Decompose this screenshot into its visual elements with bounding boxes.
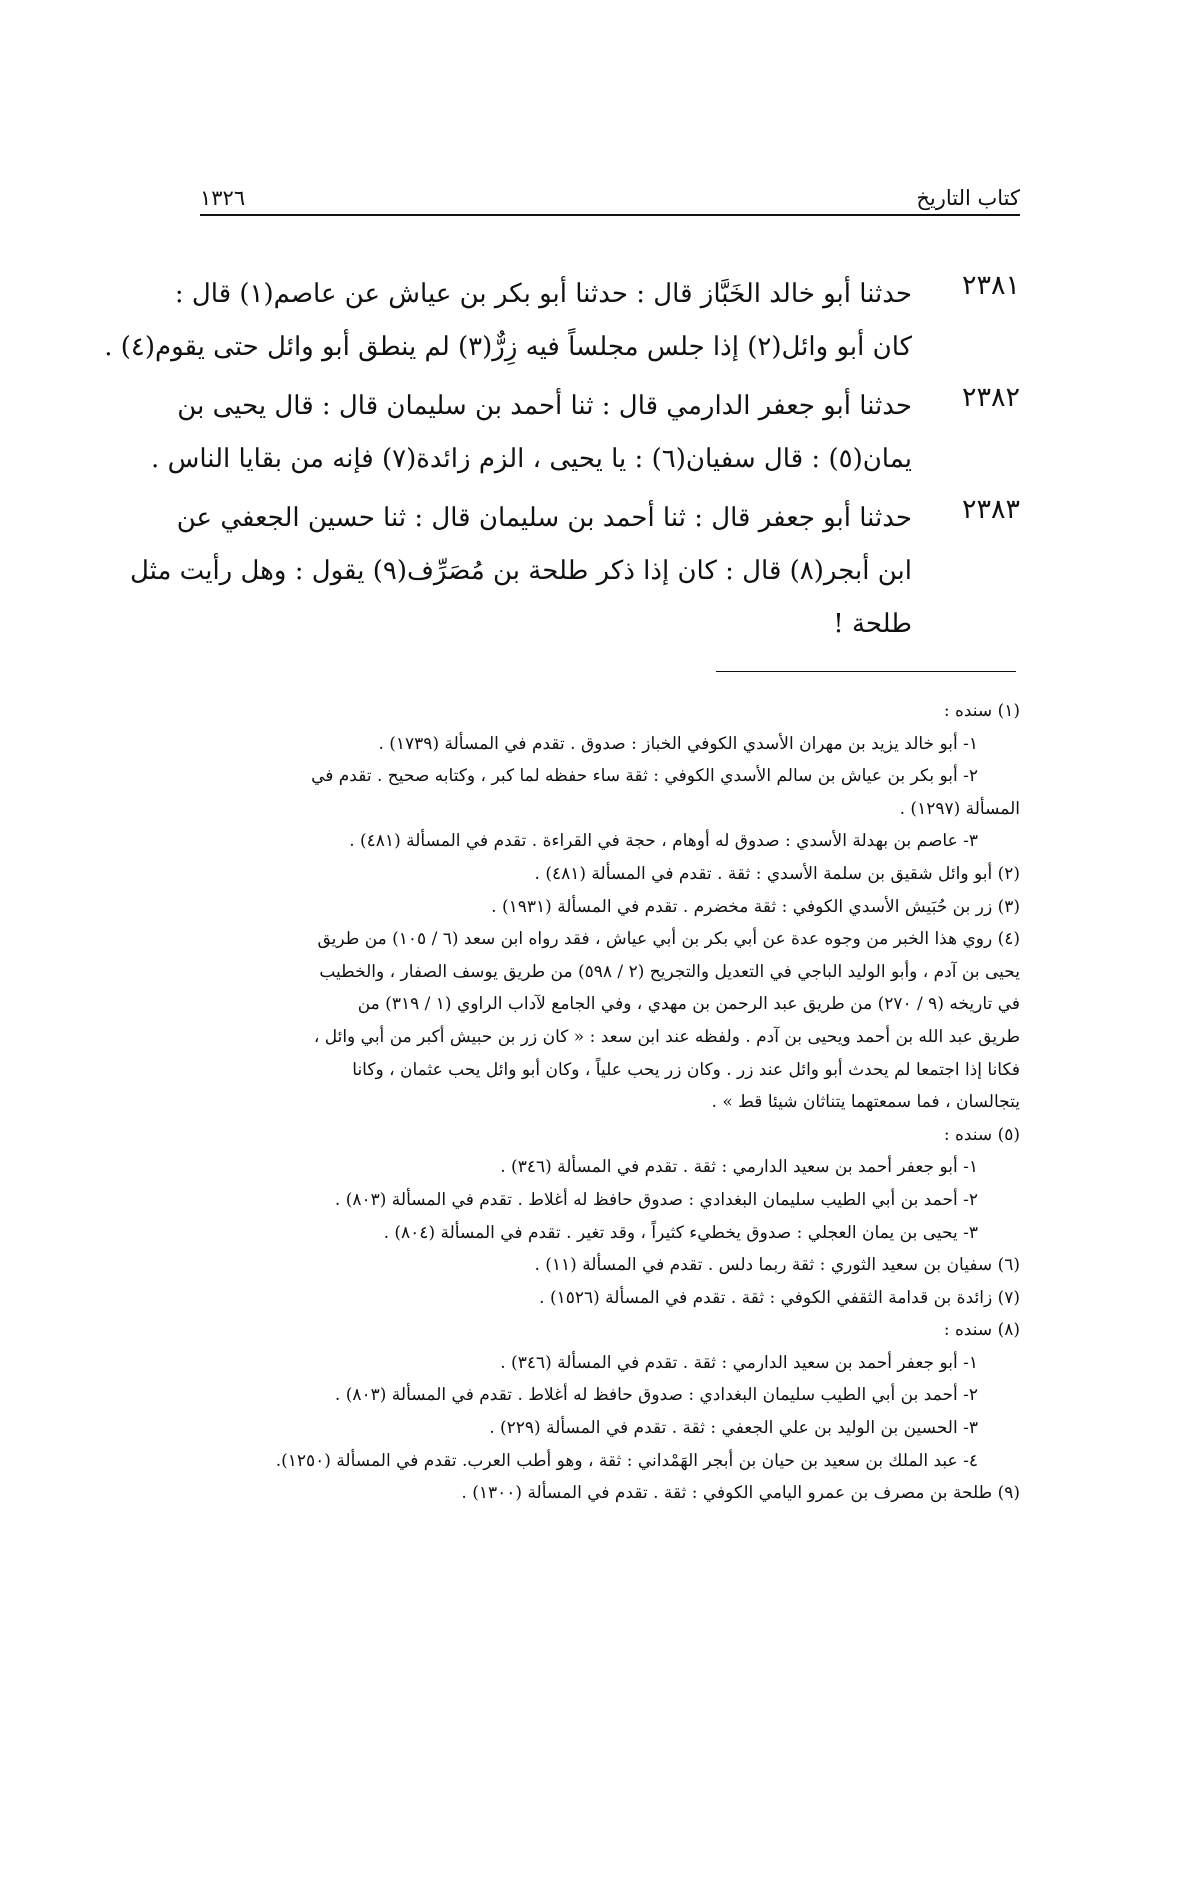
entry-line: طلحة ! bbox=[833, 609, 912, 639]
entry-2382 bbox=[151, 380, 1020, 486]
main-text bbox=[104, 268, 1020, 657]
footnote-line: طريق عبد الله بن أحمد ويحيى بن آدم . ولفظه عند ابن سعد : « كان زر بن حبيش أكبر من أبي وائل ، bbox=[313, 1026, 1020, 1047]
entry-line: حدثنا أبو جعفر الدارمي قال : ثنا أحمد بن سليمان قال : قال يحيى بن bbox=[177, 391, 912, 421]
entry-2383 bbox=[129, 492, 1020, 651]
footnote-separator bbox=[716, 671, 1016, 672]
entry-line: حدثنا أبو جعفر قال : ثنا أحمد بن سليمان قال : ثنا حسين الجعفي عن bbox=[176, 503, 912, 533]
entry-number: ٢٣٨٢ bbox=[961, 382, 1020, 413]
footnote-line: يتجالسان ، فما سمعتهما يتناثان شيئا قط » . bbox=[711, 1092, 1020, 1113]
footnotes bbox=[178, 695, 1020, 1510]
entry-number: ٢٣٨١ bbox=[961, 270, 1020, 301]
book-title: كتاب التاريخ bbox=[916, 186, 1020, 210]
entry-2381 bbox=[104, 268, 1020, 374]
footnote-line: (٧) زائدة بن قدامة الثقفي الكوفي : ثقة . تقدم في المسألة (١٥٢٦) . bbox=[539, 1287, 1020, 1308]
footnote-line: (٢) أبو وائل شقيق بن سلمة الأسدي : ثقة . تقدم في المسألة (٤٨١) . bbox=[534, 863, 1020, 884]
footnote-line: (١) سنده : bbox=[943, 701, 1020, 721]
footnote-line: ٣- عاصم بن بهدلة الأسدي : صدوق له أوهام ، حجة في القراءة . تقدم في المسألة (٤٨١) . bbox=[349, 831, 978, 852]
footnote-line: ١- أبو خالد يزيد بن مهران الأسدي الكوفي الخباز : صدوق . تقدم في المسألة (١٧٣٩) . bbox=[378, 733, 978, 754]
footnote-line: في تاريخه (٩ / ٢٧٠) من طريق عبد الرحمن بن مهدي ، وفي الجامع لآداب الراوي (١ / ٣١٩) من bbox=[357, 994, 1020, 1015]
footnote-line: ٣- يحيى بن يمان العجلي : صدوق يخطيء كثيراً ، وقد تغير . تقدم في المسألة (٨٠٤) . bbox=[383, 1222, 978, 1243]
footnote-line: ٣- الحسين بن الوليد بن علي الجعفي : ثقة . تقدم في المسألة (٢٢٩) . bbox=[489, 1418, 978, 1439]
entry-line: يمان(٥) : قال سفيان(٦) : يا يحيى ، الزم زائدة(٧) فإنه من بقايا الناس . bbox=[151, 444, 912, 474]
footnote-line: (٣) زر بن حُبَيش الأسدي الكوفي : ثقة مخضرم . تقدم في المسألة (١٩٣١) . bbox=[491, 896, 1020, 917]
footnote-line: (٩) طلحة بن مصرف بن عمرو اليامي الكوفي : ثقة . تقدم في المسألة (١٣٠٠) . bbox=[461, 1483, 1020, 1504]
footnote-line: ١- أبو جعفر أحمد بن سعيد الدارمي : ثقة . تقدم في المسألة (٣٤٦) . bbox=[500, 1352, 978, 1373]
entry-number: ٢٣٨٣ bbox=[961, 494, 1020, 525]
footnote-line: ٤- عبد الملك بن سعيد بن حيان بن أبجر الهَمْداني : ثقة ، وهو أطب العرب. تقدم في المسألة (١٢٥٠). bbox=[275, 1450, 978, 1471]
entry-line: كان أبو وائل(٢) إذا جلس مجلساً فيه زِرٌّ(٣) لم ينطق أبو وائل حتى يقوم(٤) . bbox=[104, 332, 912, 362]
footnote-line: ٢- أبو بكر بن عياش بن سالم الأسدي الكوفي : ثقة ساء حفظه لما كبر ، وكتابه صحيح . تقدم في bbox=[311, 766, 978, 787]
footnote-line: المسألة (١٢٩٧) . bbox=[899, 798, 1020, 819]
entry-text bbox=[104, 268, 912, 374]
page-number: ١٣٢٦ bbox=[200, 186, 246, 210]
footnote-line: ١- أبو جعفر أحمد بن سعيد الدارمي : ثقة . تقدم في المسألة (٣٤٦) . bbox=[500, 1157, 978, 1178]
footnote-line: ٢- أحمد بن أبي الطيب سليمان البغدادي : صدوق حافظ له أغلاط . تقدم في المسألة (٨٠٣) . bbox=[334, 1385, 978, 1406]
footnote-line: (٤) روي هذا الخبر من وجوه عدة عن أبي بكر بن أبي عياش ، فقد رواه ابن سعد (٦ / ١٠٥) من طريق bbox=[317, 929, 1020, 950]
footnote-line: يحيى بن آدم ، وأبو الوليد الباجي في التعديل والتجريح (٢ / ٥٩٨) من طريق يوسف الصفار ، والخطيب bbox=[319, 961, 1020, 982]
entry-text bbox=[151, 380, 912, 486]
entry-text bbox=[130, 492, 912, 651]
footnote-line: فكانا إذا اجتمعا لم يحدث أبو وائل عند زر . وكان زر يحب علياً ، وكان أبو وائل يحب عثمان ، وكانا bbox=[352, 1059, 1020, 1080]
footnote-line: (٥) سنده : bbox=[943, 1124, 1020, 1145]
footnote-line: (٨) سنده : bbox=[943, 1320, 1020, 1341]
entry-line: ابن أبجر(٨) قال : كان إذا ذكر طلحة بن مُصَرِّف(٩) يقول : وهل رأيت مثل bbox=[129, 556, 912, 586]
entry-line: حدثنا أبو خالد الخَبَّاز قال : حدثنا أبو بكر بن عياش عن عاصم(١) قال : bbox=[174, 279, 912, 309]
footnote-line: ٢- أحمد بن أبي الطيب سليمان البغدادي : صدوق حافظ له أغلاط . تقدم في المسألة (٨٠٣) . bbox=[334, 1189, 978, 1210]
footnote-line: (٦) سفيان بن سعيد الثوري : ثقة ربما دلس . تقدم في المسألة (١١) . bbox=[534, 1255, 1020, 1276]
page-header bbox=[200, 170, 1020, 216]
